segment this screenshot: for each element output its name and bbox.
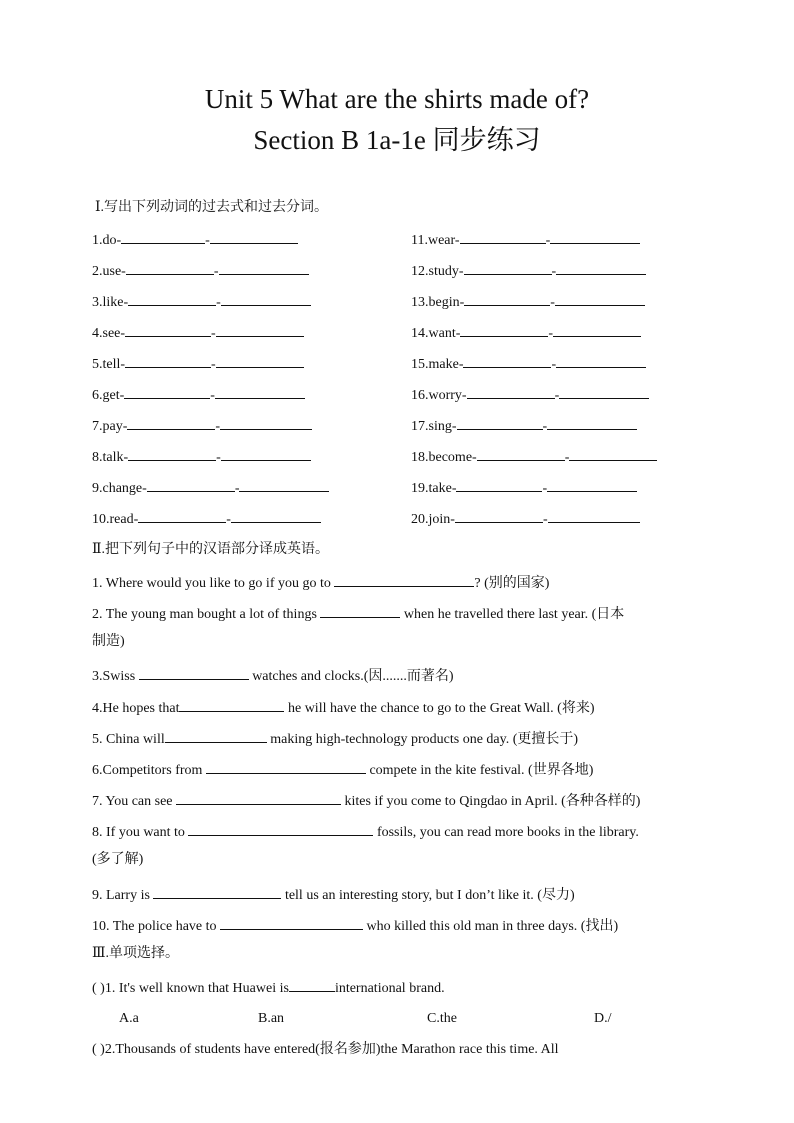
answer-blank[interactable] <box>206 758 366 774</box>
verb-label: 18.become- <box>411 450 477 465</box>
section-3-heading: Ⅲ.单项选择。 <box>92 946 180 961</box>
verb-label: 13.begin- <box>411 295 465 310</box>
option-c[interactable]: C.the <box>427 1011 457 1026</box>
verb-item <box>92 259 309 282</box>
verb-item <box>411 321 641 344</box>
sentence-text: when he travelled there last year. (日本 <box>400 607 625 622</box>
past-tense-blank[interactable] <box>457 414 543 430</box>
option-d[interactable]: D./ <box>594 1011 612 1026</box>
sentence-text: kites if you come to Qingdao in April. (各种各样的) <box>341 794 641 809</box>
sentence-2 <box>92 602 624 625</box>
sentence-7 <box>92 789 640 812</box>
verb-item <box>411 259 646 282</box>
past-tense-blank[interactable] <box>463 352 551 368</box>
past-participle-blank[interactable] <box>215 383 305 399</box>
verb-item <box>92 445 311 468</box>
past-tense-blank[interactable] <box>125 352 211 368</box>
past-tense-blank[interactable] <box>467 383 555 399</box>
answer-blank[interactable] <box>165 727 267 743</box>
sentence-text: 3.Swiss <box>92 669 139 684</box>
question-text: international brand. <box>334 981 445 996</box>
section-2-heading: Ⅱ.把下列句子中的汉语部分译成英语。 <box>92 542 330 557</box>
verb-label: 20.join- <box>411 512 455 527</box>
answer-blank[interactable] <box>334 571 474 587</box>
sentence-3 <box>92 664 454 687</box>
past-tense-blank[interactable] <box>124 383 210 399</box>
sentence-5 <box>92 727 578 750</box>
verb-label: 11.wear- <box>411 233 460 248</box>
sentence-text: making high-technology products one day. (更擅长于) <box>266 732 579 747</box>
sentence-text: 1. Where would you like to go if you go to <box>92 576 335 591</box>
past-participle-blank[interactable] <box>210 228 298 244</box>
dash-separator: - <box>213 264 219 279</box>
past-tense-blank[interactable] <box>460 321 548 337</box>
sentence-2-continued: 制造) <box>92 634 125 649</box>
section-1-heading: Ⅰ.写出下列动词的过去式和过去分词。 <box>95 200 329 215</box>
sentence-4 <box>92 696 595 719</box>
past-participle-blank[interactable] <box>216 321 304 337</box>
verb-item <box>411 445 657 468</box>
past-participle-blank[interactable] <box>231 507 321 523</box>
dash-separator: - <box>211 326 216 341</box>
verb-item <box>92 383 305 406</box>
dash-separator: - <box>226 512 231 527</box>
verb-item <box>92 228 298 251</box>
dash-separator: - <box>205 233 210 248</box>
sentence-text: 9. Larry is <box>92 888 154 903</box>
answer-blank[interactable] <box>220 914 363 930</box>
dash-separator: - <box>550 295 555 310</box>
sentence-text: 8. If you want to <box>92 825 189 840</box>
past-participle-blank[interactable] <box>239 476 329 492</box>
answer-blank[interactable] <box>153 883 281 899</box>
sentence-text: 2. The young man bought a lot of things <box>92 607 321 622</box>
sentence-text: 10. The police have to <box>92 919 221 934</box>
past-tense-blank[interactable] <box>464 259 552 275</box>
past-participle-blank[interactable] <box>556 352 646 368</box>
past-participle-blank[interactable] <box>220 414 312 430</box>
sentence-text: who killed this old man in three days. (找出) <box>363 919 619 934</box>
verb-label: 9.change- <box>92 481 147 496</box>
sentence-text: 7. You can see <box>92 794 176 809</box>
verb-label: 7.pay- <box>92 419 128 434</box>
verb-item <box>411 507 640 530</box>
dash-separator: - <box>216 450 221 465</box>
sentence-10 <box>92 914 618 937</box>
past-participle-blank[interactable] <box>569 445 657 461</box>
title-line-2: Section B 1a-1e 同步练习 <box>253 125 541 155</box>
verb-item <box>92 507 321 530</box>
dash-separator: - <box>216 295 221 310</box>
sentence-1 <box>92 571 549 594</box>
past-tense-blank[interactable] <box>127 414 215 430</box>
dash-separator: - <box>234 481 240 496</box>
verb-label: 5.tell- <box>92 357 126 372</box>
past-participle-blank[interactable] <box>216 352 304 368</box>
past-tense-blank[interactable] <box>456 476 542 492</box>
dash-separator: - <box>564 450 570 465</box>
sentence-text: compete in the kite festival. (世界各地) <box>365 763 594 778</box>
verb-item <box>411 290 645 313</box>
question-2: ( )2.Thousands of students have entered(报名参加)the Marathon race this time. All <box>92 1042 559 1057</box>
verb-item <box>92 290 311 313</box>
verb-label: 10.read- <box>92 512 139 527</box>
verb-item <box>411 352 646 375</box>
sentence-8 <box>92 820 639 843</box>
verb-item <box>92 476 329 499</box>
verb-label: 19.take- <box>411 481 457 496</box>
verb-label: 14.want- <box>411 326 461 341</box>
verb-item <box>411 383 649 406</box>
past-participle-blank[interactable] <box>553 321 641 337</box>
sentence-text: 4.He hopes that <box>92 701 180 716</box>
sentence-text: 6.Competitors from <box>92 763 206 778</box>
answer-blank[interactable] <box>320 602 400 618</box>
verb-label: 4.see- <box>92 326 126 341</box>
verb-item <box>92 352 304 375</box>
verb-item <box>411 414 637 437</box>
dash-separator: - <box>548 326 554 341</box>
verb-label: 17.sing- <box>411 419 457 434</box>
verb-label: 12.study- <box>411 264 464 279</box>
past-participle-blank[interactable] <box>548 507 640 523</box>
option-a[interactable]: A.a <box>119 1011 139 1026</box>
dash-separator: - <box>545 233 551 248</box>
verb-label: 16.worry- <box>411 388 467 403</box>
past-tense-blank[interactable] <box>455 507 543 523</box>
past-participle-blank[interactable] <box>547 414 637 430</box>
sentence-text: watches and clocks.(因.......而著名) <box>248 669 454 684</box>
past-tense-blank[interactable] <box>126 259 214 275</box>
past-participle-blank[interactable] <box>559 383 649 399</box>
title-line-1: Unit 5 What are the shirts made of? <box>204 84 590 114</box>
past-participle-blank[interactable] <box>547 476 637 492</box>
option-b[interactable]: B.an <box>258 1011 285 1026</box>
dash-separator: - <box>211 357 216 372</box>
sentence-6 <box>92 758 593 781</box>
question-text: ( )1. It's well known that Huawei is <box>92 981 289 996</box>
past-participle-blank[interactable] <box>556 259 646 275</box>
answer-blank[interactable] <box>188 820 373 836</box>
dash-separator: - <box>215 419 221 434</box>
sentence-text: ? (别的国家) <box>474 576 550 591</box>
dash-separator: - <box>542 512 548 527</box>
past-participle-blank[interactable] <box>555 290 645 306</box>
verb-label: 8.talk- <box>92 450 129 465</box>
dash-separator: - <box>210 388 215 403</box>
dash-separator: - <box>542 419 548 434</box>
answer-blank[interactable] <box>176 789 341 805</box>
sentence-9 <box>92 883 575 906</box>
sentence-text: 5. China will <box>92 732 165 747</box>
verb-label: 6.get- <box>92 388 125 403</box>
past-tense-blank[interactable] <box>460 228 546 244</box>
past-participle-blank[interactable] <box>221 445 311 461</box>
past-tense-blank[interactable] <box>464 290 550 306</box>
verb-item <box>411 228 640 251</box>
dash-separator: - <box>542 481 548 496</box>
sentence-8-continued: (多了解) <box>92 852 144 867</box>
dash-separator: - <box>551 357 557 372</box>
past-tense-blank[interactable] <box>138 507 226 523</box>
past-participle-blank[interactable] <box>219 259 309 275</box>
answer-blank[interactable] <box>289 976 335 992</box>
verb-item <box>92 414 312 437</box>
answer-blank[interactable] <box>179 696 284 712</box>
past-tense-blank[interactable] <box>125 321 211 337</box>
verb-label: 15.make- <box>411 357 464 372</box>
past-participle-blank[interactable] <box>550 228 640 244</box>
past-tense-blank[interactable] <box>121 228 205 244</box>
verb-label: 2.use- <box>92 264 126 279</box>
sentence-text: he will have the chance to go to the Great Wall. (将来) <box>284 701 595 716</box>
verb-label: 3.like- <box>92 295 129 310</box>
question-1 <box>92 976 445 999</box>
sentence-text: tell us an interesting story, but I don’t like it. (尽力) <box>281 888 575 903</box>
sentence-text: fossils, you can read more books in the library. <box>373 825 639 840</box>
verb-item <box>92 321 304 344</box>
dash-separator: - <box>551 264 557 279</box>
verb-item <box>411 476 637 499</box>
past-tense-blank[interactable] <box>128 445 216 461</box>
past-tense-blank[interactable] <box>128 290 216 306</box>
past-participle-blank[interactable] <box>221 290 311 306</box>
past-tense-blank[interactable] <box>147 476 235 492</box>
verb-label: 1.do- <box>92 233 122 248</box>
past-tense-blank[interactable] <box>477 445 565 461</box>
dash-separator: - <box>554 388 560 403</box>
answer-blank[interactable] <box>139 664 249 680</box>
